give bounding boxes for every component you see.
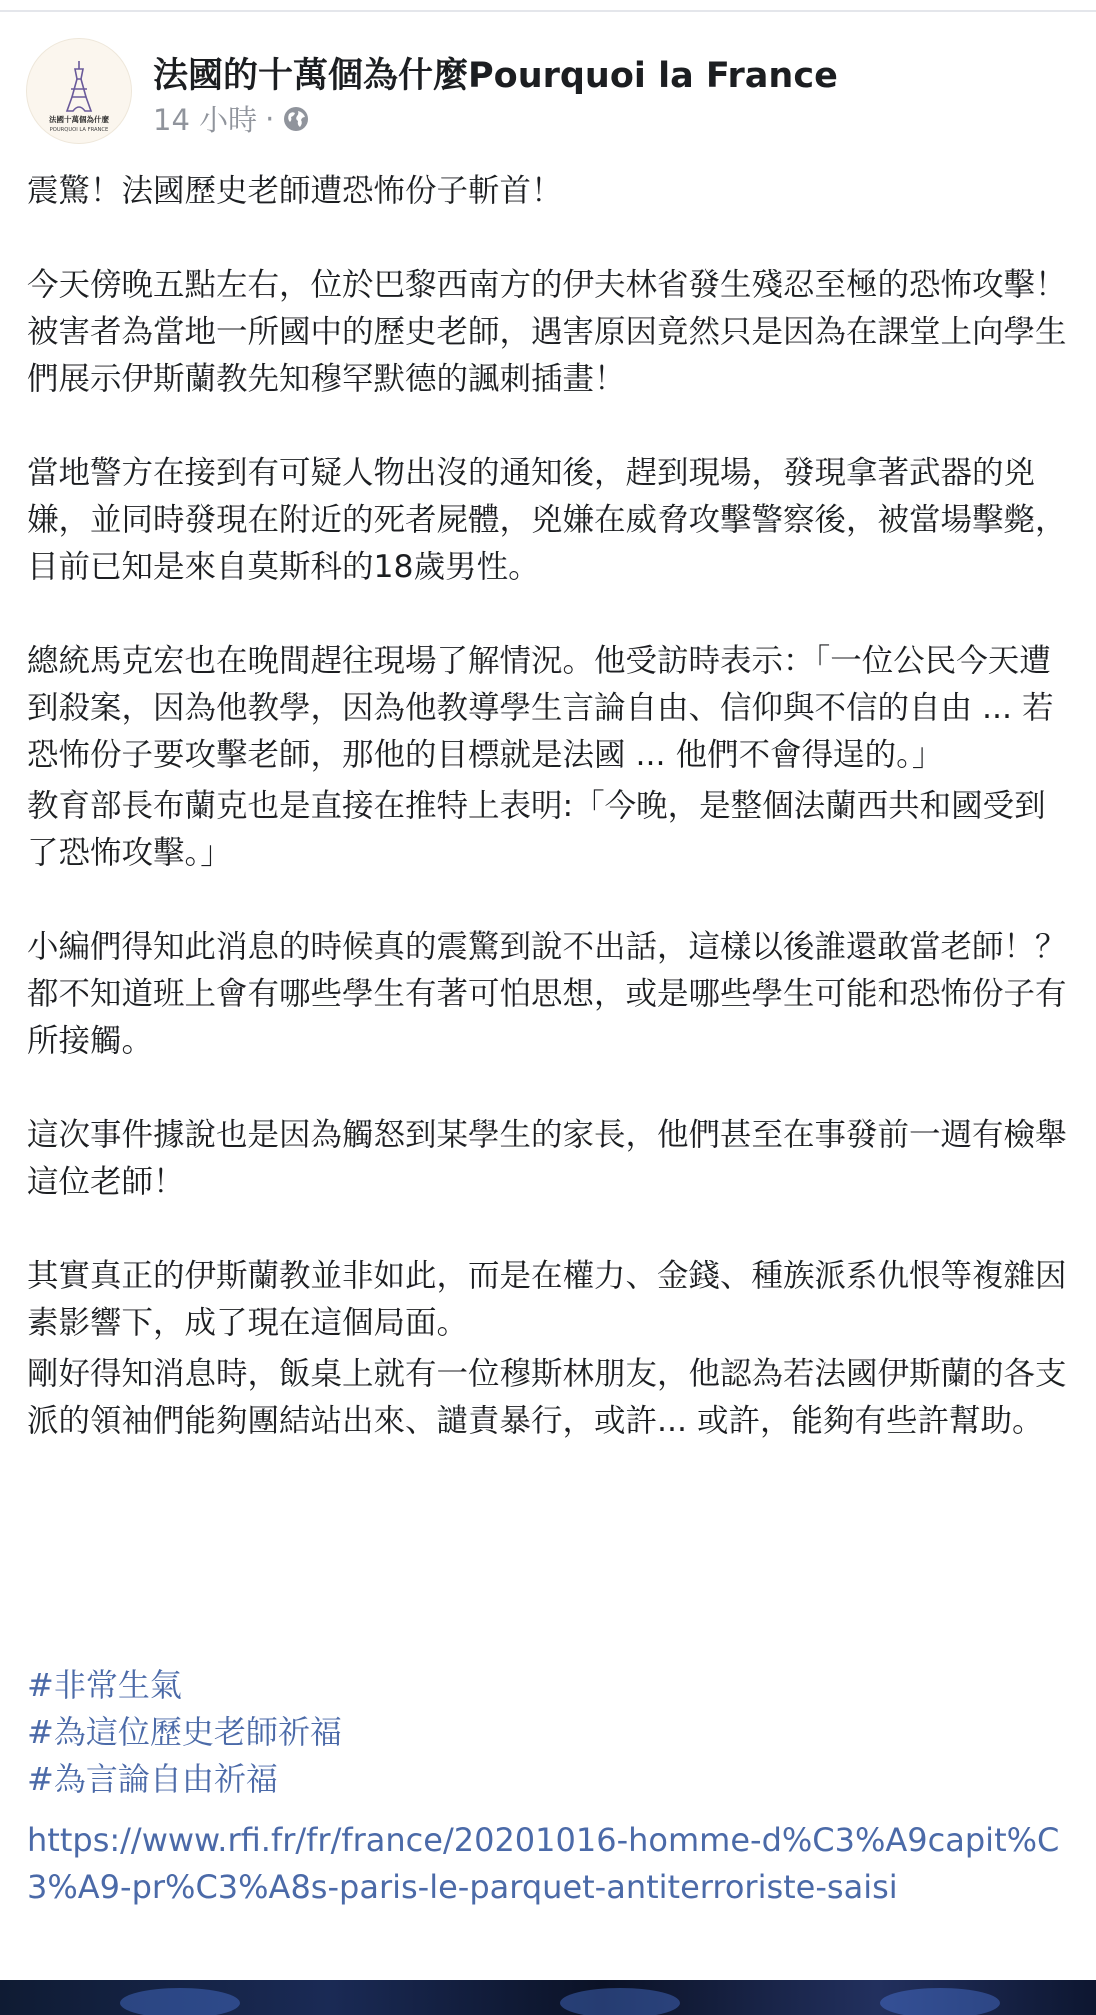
image-highlight — [560, 1988, 680, 2015]
hashtag-list — [27, 1662, 342, 1803]
link-preview-image[interactable] — [0, 1980, 1096, 2015]
post-meta — [153, 98, 310, 139]
hashtag-link[interactable]: #為這位歷史老師祈福 — [27, 1713, 342, 1751]
post-paragraph: 小編們得知此消息的時候真的震驚到說不出話，這樣以後誰還敢當老師！？ 都不知道班上會有哪些學生有著可怕思想，或是哪些學生可能和恐怖份子有所接觸。 — [27, 929, 1067, 1059]
article-link[interactable]: https://www.rfi.fr/fr/france/20201016-homme-d%C3%A9capit%C3%A9-pr%C3%A8s-paris-le-parquet-antiterroriste-saisi — [27, 1821, 1060, 1906]
logo-text-fr: POURQUOI LA FRANCE — [49, 127, 109, 133]
post-paragraph: 當地警方在接到有可疑人物出沒的通知後，趕到現場，發現拿著武器的兇嫌，並同時發現在附近的死者屍體，兇嫌在威脅攻擊警察後，被當場擊斃，目前已知是來自莫斯科的18歲男性。 — [27, 455, 1067, 585]
post-card — [0, 12, 1096, 136]
meta-separator: · — [265, 101, 275, 136]
hashtag-link[interactable]: #非常生氣 — [27, 1666, 182, 1704]
eiffel-tower-logo-icon — [27, 39, 131, 143]
image-highlight — [120, 1988, 240, 2015]
page-name-link[interactable]: 法國的十萬個為什麼Pourquoi la France — [153, 56, 838, 96]
post-header — [0, 12, 1096, 136]
post-paragraph: 這次事件據說也是因為觸怒到某學生的家長，他們甚至在事發前一週有檢舉這位老師！ — [27, 1117, 1067, 1200]
post-paragraph: 總統馬克宏也在晚間趕往現場了解情況。他受訪時表示：「一位公民今天遭到殺案，因為他教學，因為他教導學生言論自由、信仰與不信的自由 ... 若恐怖份子要攻擊老師，那他的目標就是法國 ... 他們不會得逞的。」 — [27, 643, 1054, 773]
post-timestamp[interactable]: 14 小時 — [153, 103, 258, 137]
page-avatar[interactable] — [26, 38, 132, 144]
image-highlight — [880, 1988, 1000, 2015]
post-paragraph: 震驚！法國歷史老師遭恐怖份子斬首！ — [27, 173, 563, 209]
post-body — [27, 168, 1077, 1445]
post-paragraph: 今天傍晚五點左右，位於巴黎西南方的伊夫林省發生殘忍至極的恐怖攻擊！被害者為當地一所國中的歷史老師，遇害原因竟然只是因為在課堂上向學生們展示伊斯蘭教先知穆罕默德的諷刺插畫！ — [27, 267, 1067, 397]
post-paragraph: 剛好得知消息時，飯桌上就有一位穆斯林朋友，他認為若法國伊斯蘭的各支派的領袖們能夠團結站出來、譴責暴行，或許... 或許，能夠有些許幫助。 — [27, 1356, 1067, 1439]
post-paragraph: 其實真正的伊斯蘭教並非如此，而是在權力、金錢、種族派系仇恨等複雜因素影響下，成了現在這個局面。 — [27, 1258, 1067, 1341]
globe-icon[interactable] — [282, 105, 310, 133]
top-divider — [0, 0, 1096, 12]
logo-text-cn: 法國十萬個為什麼 — [49, 115, 109, 124]
hashtag-link[interactable]: #為言論自由祈福 — [27, 1760, 278, 1798]
post-paragraph: 教育部長布蘭克也是直接在推特上表明:「今晚，是整個法蘭西共和國受到了恐怖攻擊。」 — [27, 788, 1046, 871]
